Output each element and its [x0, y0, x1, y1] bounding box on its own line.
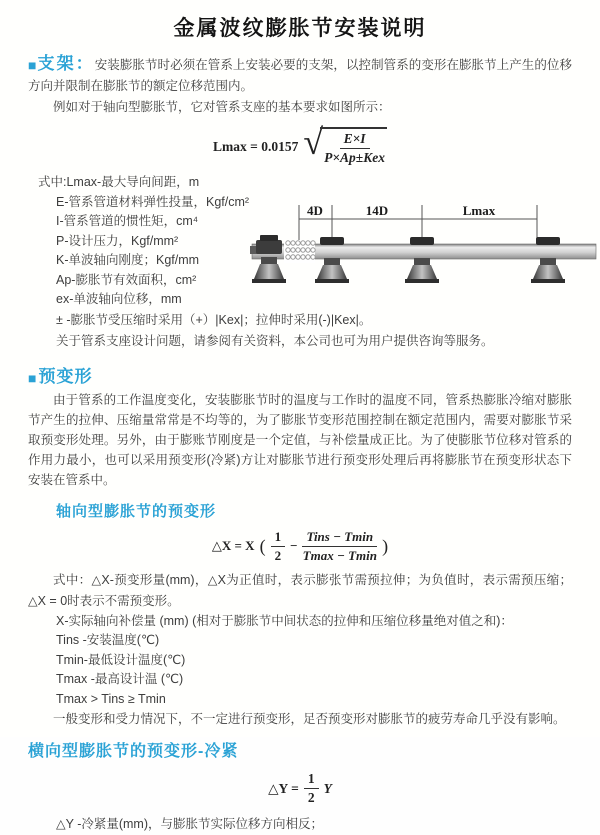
axial-preform-formula	[0, 529, 600, 564]
support-example-line: 例如对于轴向型膨胀节，它对管系支座的基本要求如图所示：	[53, 100, 391, 114]
axial-item: Tins -安装温度(℃)	[56, 633, 160, 647]
preform-heading-text: 预变形	[38, 366, 93, 386]
dim-label-lmax: Lmax	[462, 203, 496, 218]
section-square-icon: ■	[28, 369, 38, 386]
preform-section-heading	[28, 362, 600, 387]
definition-line: P-设计压力，Kgf/mm²	[56, 233, 179, 248]
lmax-fraction-denominator: P×Ap±Kex	[324, 150, 385, 165]
axial-note-line: 一般变形和受力情况下，不一定进行预变形，足否预变形对膨胀节的疲劳寿命几乎没有影响。	[53, 712, 566, 726]
axial-item: X-实际轴向补偿量 (mm) (相对于膨胀节中间状态的拉伸和压缩位移量绝对值之和)：	[56, 613, 513, 628]
axial-item: Tmax > Tins ≥ Tmin	[56, 691, 166, 706]
temp-fraction-denominator: Tmax − Tmin	[302, 547, 377, 563]
lmax-fraction	[324, 131, 385, 166]
definition-line: ex-单波轴向位移，mm	[56, 292, 182, 306]
definition-line: K-单波轴向刚度；Kgf/mm	[56, 253, 200, 267]
dim-label-4d: 4D	[307, 203, 323, 218]
section-square-icon: ■	[28, 57, 37, 73]
dy-one-half-fraction	[304, 771, 319, 806]
pipe-support-diagram-svg	[250, 199, 598, 295]
axial-where-paragraph: 式中：△X-预变形量(mm)，△X为正值时，表示膨张节需预拉伸；为负值时，表示需预压缩；△X = 0时表示不需预变形。	[28, 572, 572, 608]
support-intro-text: 安装膨胀节时必须在管系上安装必要的支架，以控制管系的变形在膨胀节上产生的位移方向并限制在膨胀节的额定位移范围内。	[28, 58, 572, 93]
bellows-section	[284, 240, 315, 263]
radical-expression	[303, 122, 387, 166]
axial-item: Tmin-最低设计温度(℃)	[56, 652, 186, 667]
minus-operator: −	[290, 538, 298, 553]
dy-formula-lhs: △Y =	[268, 780, 299, 796]
lmax-formula-lhs: Lmax = 0.0157	[213, 138, 299, 154]
page-title: 金属波纹膨胀节安装说明	[173, 17, 427, 40]
variables-and-diagram	[28, 173, 572, 310]
support-intro-paragraph	[28, 53, 572, 97]
support-section-heading: 支架：	[37, 54, 95, 73]
definition-line: I-管系管道的惯性矩，cm⁴	[56, 214, 199, 228]
pm-note-line: ± -膨胀节受压缩时采用（+）|Kex|；拉伸时采用(-)|Kex|。	[56, 312, 372, 327]
definition-line: 式中:Lmax-最大导向间距，m	[38, 175, 200, 189]
open-paren: (	[259, 535, 266, 556]
axial-item: Tmax -最高设计温 (℃)	[56, 672, 184, 686]
dx-formula-lhs: △X = X	[211, 538, 255, 553]
axial-subsection-heading: 轴向型膨胀节的预变形	[56, 502, 217, 520]
dy-fraction-denominator: 2	[307, 790, 315, 805]
lateral-preform-formula	[0, 771, 600, 806]
dy-fraction-numerator: 1	[304, 771, 319, 789]
radicand	[320, 127, 387, 166]
radical-sign-icon: √	[303, 122, 324, 162]
pipe-support-diagram	[250, 199, 598, 295]
preform-body-paragraph: 由于管系的工作温度变化，安装膨胀节时的温度与工作时的温度不同，管系热膨胀冷缩对膨胀节产生的拉伸、压缩量常常是不均等的，为了膨胀节变形范围控制在额定范围内，需要对膨胀节采取预变形处理。另外，由于膨账节刚度是一个定值，与补偿量成正比。为了使膨胀节位移对管系的作用力最小，也可以采用预变形(冷紧)方让对膨胀节进行预变形处理后再将膨胀节在预变形状态下安装在管系中。	[28, 392, 572, 487]
temp-fraction-numerator: Tins − Tmin	[302, 529, 377, 547]
one-half-fraction	[271, 529, 286, 564]
lmax-formula	[0, 122, 600, 166]
dy-formula-rhs: Y	[323, 780, 332, 796]
dim-label-14d: 14D	[365, 203, 389, 218]
service-note-line: 关于管系支座设计问题，请参阅有关资料，本公司也可为用户提供咨询等服务。	[56, 333, 494, 348]
lmax-fraction-numerator: E×I	[340, 131, 370, 149]
lateral-subsection-heading: 横向型膨胀节的预变形-冷紧	[28, 743, 239, 760]
definition-line: E-管系管道材料弹性投量，Kgf/cm²	[56, 194, 250, 209]
half-denominator: 2	[274, 547, 282, 563]
definition-line: Ap-膨胀节有效面积，cm²	[56, 272, 197, 287]
axial-variable-list	[0, 612, 600, 710]
temperature-fraction	[302, 529, 377, 564]
close-paren: )	[382, 535, 389, 556]
lateral-note-line: △Y -冷紧量(mm)，与膨胀节实际位移方向相反；	[56, 817, 324, 831]
half-numerator: 1	[271, 529, 286, 547]
